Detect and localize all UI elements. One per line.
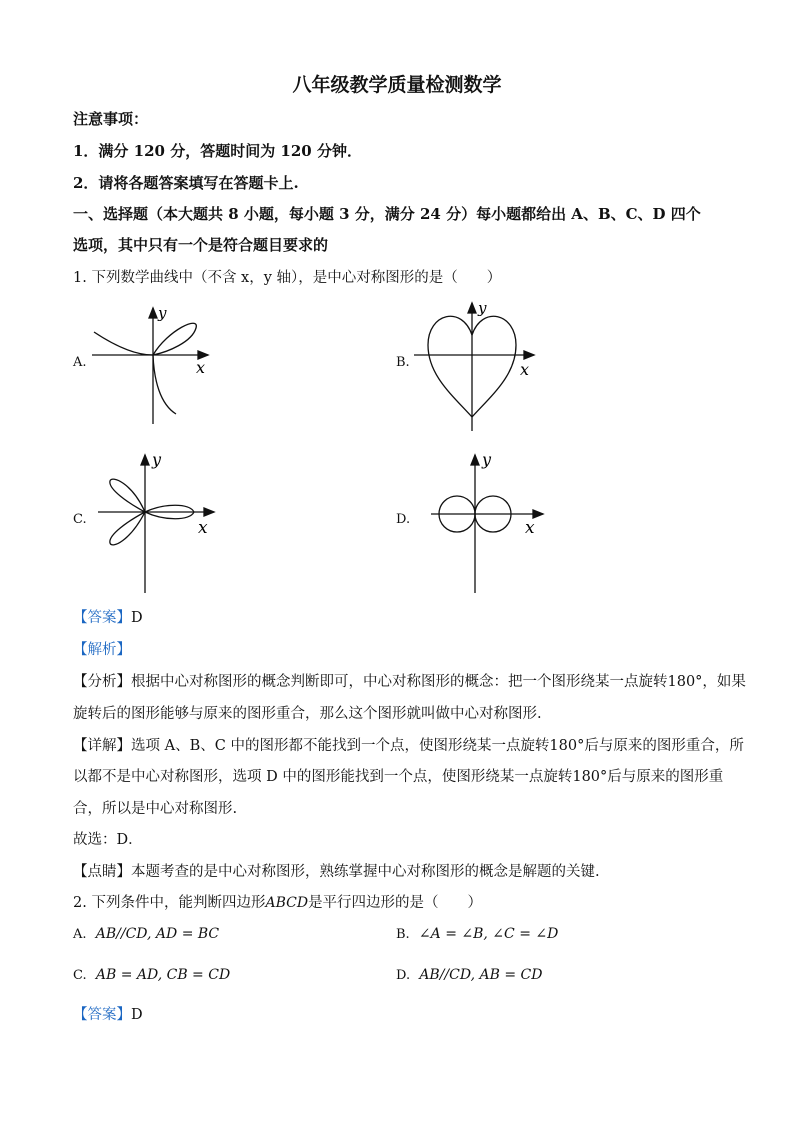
- x-arrow: [533, 510, 543, 518]
- option-label: B.: [396, 927, 410, 942]
- axis-x-label: x: [525, 518, 535, 538]
- q2-option-d: [396, 967, 542, 983]
- axis-y-label: y: [482, 450, 492, 469]
- q2-stem-prefix: 2. 下列条件中，能判断四边形: [73, 895, 266, 911]
- q1-analysis-line1: [73, 670, 746, 691]
- q1-option-a-label: A.: [73, 355, 87, 370]
- answer-tag: 【答案】: [73, 610, 131, 626]
- curve-bottom: [153, 355, 176, 414]
- axis-x-label: x: [520, 360, 530, 379]
- q1-detail-line2: 以都不是中心对称图形，选项 D 中的图形能找到一个点，使图形绕某一点旋转180°后与原来的图形重: [73, 769, 724, 785]
- q1-answer: [73, 606, 143, 627]
- axis-x-label: x: [198, 518, 208, 538]
- section1-heading-line2: 选项，其中只有一个是符合题目要求的: [73, 236, 329, 254]
- curve-left: [94, 332, 153, 355]
- q2-answer: [73, 1003, 143, 1024]
- axis-x-label: x: [196, 358, 206, 377]
- comment-label: 【点睛】: [73, 864, 131, 880]
- q1-option-b-label: B.: [396, 355, 410, 370]
- notice-item-1: 1．满分 120 分，答题时间为 120 分钟．: [73, 142, 362, 160]
- y-arrow: [149, 308, 157, 318]
- option-label: D.: [396, 968, 411, 983]
- option-expr: AB//CD, AD = BC: [95, 926, 220, 942]
- petal-upper: [110, 479, 145, 512]
- q1-analysis-line2: 旋转后的图形能够与原来的图形重合，那么这个图形就叫做中心对称图形.: [73, 706, 542, 722]
- petal-lower: [110, 512, 145, 545]
- q1-analysis-tag: [73, 638, 131, 659]
- option-expr: ∠A = ∠B, ∠C = ∠D: [418, 926, 559, 942]
- axis-y-label: y: [152, 450, 162, 469]
- analysis-tag: 【解析】: [73, 642, 131, 658]
- q1-detail-line1: [73, 734, 744, 755]
- q1-option-d-figure: [425, 445, 550, 595]
- answer-value: D: [131, 1007, 143, 1023]
- q2-option-c: [73, 967, 230, 983]
- q1-option-c-label: C.: [73, 512, 87, 527]
- q2-option-a: [73, 926, 219, 942]
- q1-choice: 故选：D．: [73, 832, 143, 848]
- answer-tag: 【答案】: [73, 1007, 131, 1023]
- option-expr: AB//CD, AB = CD: [419, 967, 543, 983]
- detail-text: 选项 A、B、C 中的图形都不能找到一个点，使图形绕某一点旋转180°后与原来的图形重合，所: [131, 738, 744, 754]
- notice-item-2: 2．请将各题答案填写在答题卡上.: [73, 174, 299, 192]
- q2-option-b: [396, 926, 558, 942]
- curve-loop: [153, 323, 196, 355]
- q1-stem: 1. 下列数学曲线中（不含 x，y 轴），是中心对称图形的是（ ）: [73, 270, 502, 286]
- q1-option-a-figure: [88, 300, 218, 430]
- option-label: C.: [73, 968, 87, 983]
- option-label: A.: [73, 927, 87, 942]
- comment-text: 本题考查的是中心对称图形，熟练掌握中心对称图形的概念是解题的关键.: [131, 864, 600, 880]
- x-arrow: [204, 508, 214, 516]
- page-title: 八年级教学质量检测数学: [292, 74, 502, 96]
- y-arrow: [141, 455, 149, 465]
- option-expr: AB = AD, CB = CD: [95, 967, 231, 983]
- analysis-label: 【分析】: [73, 674, 131, 690]
- x-arrow: [524, 351, 534, 359]
- y-arrow: [468, 303, 476, 313]
- q2-stem-math: ABCD: [265, 895, 309, 911]
- section1-heading-line1: 一、选择题（本大题共 8 小题，每小题 3 分，满分 24 分）每小题都给出 A、B、C、D 四个: [73, 205, 701, 223]
- q1-detail-line3: 合，所以是中心对称图形.: [73, 801, 238, 817]
- q2-stem-suffix: 是平行四边形的是（ ）: [308, 895, 483, 911]
- q1-option-b-figure: [412, 295, 542, 435]
- axis-y-label: y: [158, 304, 167, 322]
- axis-y-label: y: [478, 299, 487, 317]
- analysis-text: 根据中心对称图形的概念判断即可，中心对称图形的概念：把一个图形绕某一点旋转180°，如果: [131, 674, 746, 690]
- q1-option-d-label: D.: [396, 512, 411, 527]
- notice-heading: 注意事项：: [73, 110, 149, 128]
- y-arrow: [471, 455, 479, 465]
- detail-label: 【详解】: [73, 738, 131, 754]
- q1-option-c-figure: [90, 445, 220, 595]
- q2-stem: [73, 891, 482, 912]
- q1-comment: [73, 860, 600, 881]
- answer-value: D: [131, 610, 143, 626]
